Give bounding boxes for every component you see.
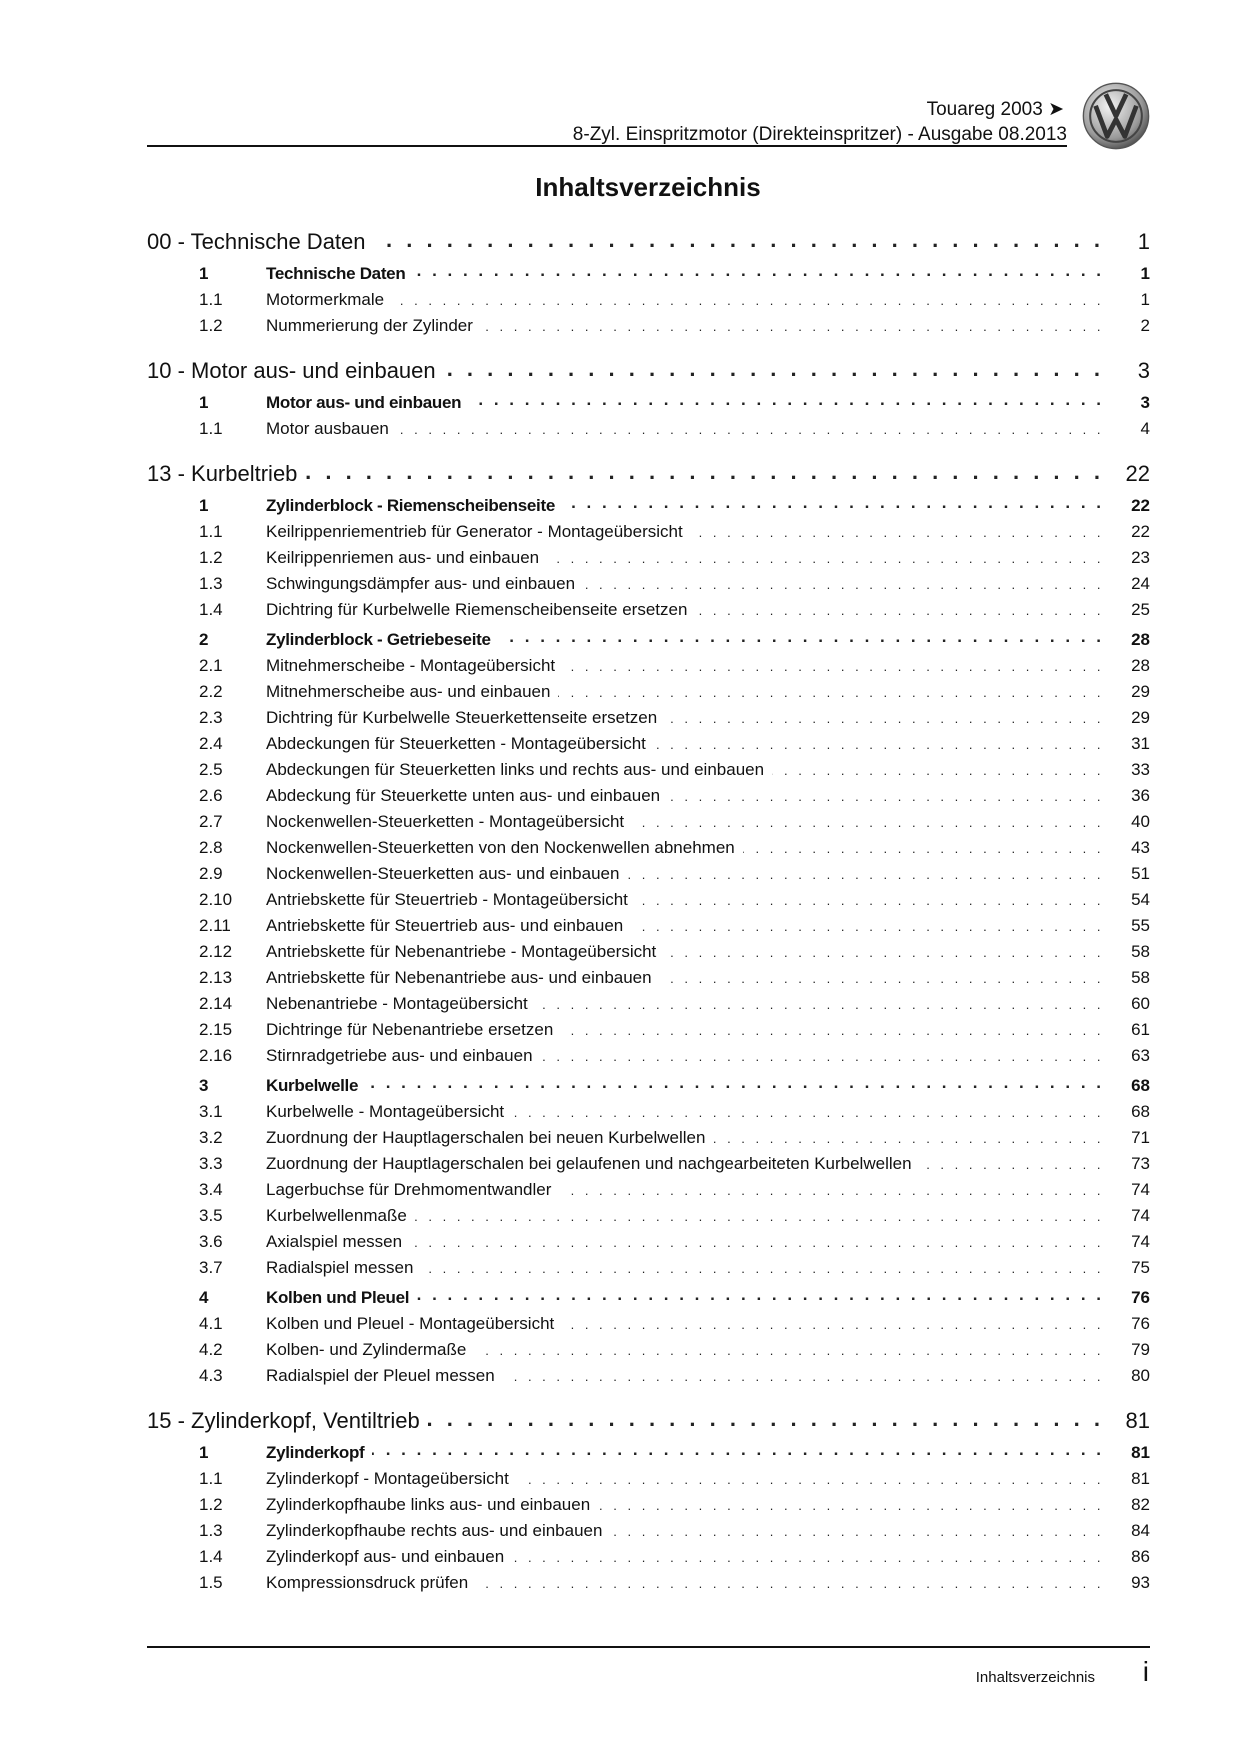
dot-leader [372,1440,1104,1466]
entry-title: Kolben und Pleuel - Montageübersicht [266,1314,555,1333]
dot-leader [512,1099,1104,1125]
entry-number: 3.4 [199,1180,223,1199]
toc-section[interactable] [147,1073,1150,1099]
toc-entry[interactable] [147,545,1150,571]
toc-entry[interactable] [147,1518,1150,1544]
entry-number: 1.1 [199,522,223,541]
dot-leader [563,653,1104,679]
entry-page: 33 [1131,760,1150,779]
entry-number: 1.3 [199,574,223,593]
toc-entry[interactable] [147,1492,1150,1518]
entry-title: Nockenwellen-Steuerketten aus- und einbauen [266,864,620,883]
entry-title: Antriebskette für Steuertrieb - Montageübersicht [266,890,628,909]
entry-page: 71 [1131,1128,1150,1147]
entry-number: 3.3 [199,1154,223,1173]
dot-leader [417,1285,1104,1311]
entry-title: Technische Daten [266,264,406,283]
toc-chapter[interactable] [147,459,1150,489]
entry-title: Kolben- und Zylindermaße [266,1340,467,1359]
entry-title: Zylinderkopf [266,1443,365,1462]
toc-entry[interactable] [147,1177,1150,1203]
toc-entry[interactable] [147,835,1150,861]
chapter-title: 13 - Kurbeltrieb [147,461,298,486]
entry-page: 79 [1131,1340,1150,1359]
entry-number: 1.2 [199,316,223,335]
dot-leader [772,757,1104,783]
toc-section[interactable] [147,627,1150,653]
toc-entry[interactable] [147,1229,1150,1255]
entry-title: Zylinderkopfhaube links aus- und einbauen [266,1495,591,1514]
entry-number: 2.4 [199,734,223,753]
toc-entry[interactable] [147,416,1150,442]
entry-title: Radialspiel der Pleuel messen [266,1366,495,1385]
toc-entry[interactable] [147,965,1150,991]
entry-title: Antriebskette für Steuertrieb aus- und einbauen [266,916,624,935]
entry-number: 4.2 [199,1340,223,1359]
entry-page: 28 [1131,630,1150,649]
toc-entry[interactable] [147,913,1150,939]
entry-page: 23 [1131,548,1150,567]
entry-title: Stirnradgetriebe aus- und einbauen [266,1046,533,1065]
entry-page: 60 [1131,994,1150,1013]
entry-title: Zylinderkopfhaube rechts aus- und einbauen [266,1521,603,1540]
toc-entry[interactable] [147,887,1150,913]
entry-title: Nebenantriebe - Montageübersicht [266,994,528,1013]
dot-leader [664,939,1104,965]
dot-leader [469,390,1104,416]
dot-leader [920,1151,1104,1177]
toc-entry[interactable] [147,519,1150,545]
entry-page: 81 [1131,1469,1150,1488]
entry-page: 76 [1131,1288,1150,1307]
entry-number: 2.9 [199,864,223,883]
entry-title: Keilrippenriementrieb für Generator - Montageübersicht [266,522,683,541]
chapter-title: 00 - Technische Daten [147,229,366,254]
entry-page: 25 [1131,600,1150,619]
entry-number: 1.1 [199,290,223,309]
toc-entry[interactable] [147,1125,1150,1151]
entry-number: 2.7 [199,812,223,831]
chapter-page: 22 [1125,461,1150,486]
dot-leader [305,459,1104,489]
dot-leader [668,783,1104,809]
entry-page: 86 [1131,1547,1150,1566]
entry-title: Motor aus- und einbauen [266,393,462,412]
entry-number: 2.6 [199,786,223,805]
entry-number: 2.15 [199,1020,233,1039]
dot-leader [481,313,1104,339]
entry-page: 84 [1131,1521,1150,1540]
entry-page: 74 [1131,1206,1150,1225]
toc-entry[interactable] [147,809,1150,835]
entry-title: Abdeckung für Steuerkette unten aus- und einbauen [266,786,661,805]
entry-number: 2 [199,630,209,649]
entry-title: Dichtring für Kurbelwelle Riemenscheibenseite ersetzen [266,600,688,619]
toc-entry[interactable] [147,1363,1150,1389]
dot-leader [665,705,1104,731]
entry-number: 2.11 [199,916,231,935]
entry-number: 4.1 [199,1314,223,1333]
entry-title: Zuordnung der Hauptlagerschalen bei gelaufenen und nachgearbeiteten Kurbelwellen [266,1154,912,1173]
entry-number: 2.8 [199,838,223,857]
dot-leader [743,835,1104,861]
dot-leader [499,627,1104,653]
header-subtitle: 8-Zyl. Einspritzmotor (Direkteinspritzer) - Ausgabe 08.2013 [572,124,1067,145]
entry-number: 2.14 [199,994,233,1013]
dot-leader [627,861,1104,887]
toc-section[interactable] [147,493,1150,519]
entry-page: 29 [1131,708,1150,727]
entry-number: 3.5 [199,1206,223,1225]
entry-number: 1.4 [199,600,223,619]
toc-entry[interactable] [147,939,1150,965]
dot-leader [444,356,1104,386]
toc-entry[interactable] [147,597,1150,623]
toc-entry[interactable] [147,1466,1150,1492]
dot-leader [517,1466,1104,1492]
entry-title: Zylinderkopf - Montageübersicht [266,1469,509,1488]
chapter-title: 15 - Zylinderkopf, Ventiltrieb [147,1408,420,1433]
entry-number: 2.3 [199,708,223,727]
page-title: Inhaltsverzeichnis [535,172,761,202]
toc-entry[interactable] [147,991,1150,1017]
toc-entry[interactable] [147,861,1150,887]
entry-number: 3 [199,1076,209,1095]
entry-page: 74 [1131,1180,1150,1199]
toc-entry[interactable] [147,1337,1150,1363]
entry-page: 75 [1131,1258,1150,1277]
entry-title: Schwingungsdämpfer aus- und einbauen [266,574,576,593]
entry-page: 29 [1131,682,1150,701]
entry-title: Nummerierung der Zylinder [266,316,473,335]
entry-title: Keilrippenriemen aus- und einbauen [266,548,540,567]
dot-leader [562,1311,1104,1337]
toc-entry[interactable] [147,731,1150,757]
dot-leader [397,416,1104,442]
entry-page: 54 [1131,890,1150,909]
entry-title: Zylinderkopf aus- und einbauen [266,1547,505,1566]
entry-number: 1.1 [199,1469,223,1488]
dot-leader [512,1544,1104,1570]
dot-leader [541,1043,1104,1069]
dot-leader [392,287,1104,313]
dot-leader [428,1406,1104,1436]
entry-title: Abdeckungen für Steuerketten links und rechts aus- und einbauen [266,760,765,779]
dot-leader [691,519,1104,545]
entry-page: 24 [1131,574,1150,593]
toc-section[interactable] [147,390,1150,416]
entry-page: 22 [1131,522,1150,541]
entry-page: 22 [1131,496,1150,515]
toc-entry[interactable] [147,1570,1150,1596]
entry-page: 76 [1131,1314,1150,1333]
entry-title: Zuordnung der Hauptlagerschalen bei neuen Kurbelwellen [266,1128,706,1147]
toc-section[interactable] [147,261,1150,287]
dot-leader [654,731,1104,757]
entry-number: 4 [199,1288,209,1307]
dot-leader [631,913,1104,939]
chapter-title: 10 - Motor aus- und einbauen [147,358,436,383]
entry-page: 93 [1131,1573,1150,1592]
entry-title: Radialspiel messen [266,1258,414,1277]
toc-entry[interactable] [147,287,1150,313]
dot-leader [410,1229,1104,1255]
dot-leader [583,571,1104,597]
entry-title: Zylinderblock - Getriebeseite [266,630,491,649]
entry-title: Kompressionsdruck prüfen [266,1573,469,1592]
entry-title: Antriebskette für Nebenantriebe aus- und einbauen [266,968,652,987]
dot-leader [598,1492,1104,1518]
entry-number: 3.2 [199,1128,223,1147]
toc-entry[interactable] [147,1311,1150,1337]
dot-leader [421,1255,1104,1281]
entry-page: 61 [1131,1020,1150,1039]
footer-page-number: i [1142,1656,1149,1687]
entry-page: 55 [1131,916,1150,935]
entry-title: Zylinderblock - Riemenscheibenseite [266,496,555,515]
dot-leader [503,1363,1104,1389]
entry-number: 2.16 [199,1046,233,1065]
table-of-contents [147,227,1150,1596]
header-rule [147,145,1067,147]
chapter-page: 81 [1125,1408,1150,1433]
entry-number: 3.1 [199,1102,223,1121]
entry-title: Kurbelwelle [266,1076,359,1095]
entry-title: Nockenwellen-Steuerketten von den Nockenwellen abnehmen [266,838,735,857]
entry-title: Dichtringe für Nebenantriebe ersetzen [266,1020,554,1039]
entry-page: 4 [1140,419,1150,438]
footer-label: Inhaltsverzeichnis [975,1669,1095,1686]
vw-logo-icon [1082,82,1150,150]
entry-title: Kurbelwellenmaße [266,1206,407,1225]
toc-chapter[interactable] [147,1406,1150,1436]
entry-number: 1.5 [199,1573,223,1592]
dot-leader [366,1073,1104,1099]
entry-page: 36 [1131,786,1150,805]
entry-number: 2.13 [199,968,233,987]
toc-entry[interactable] [147,1099,1150,1125]
entry-page: 2 [1140,316,1150,335]
dot-leader [374,227,1104,257]
dot-leader [563,493,1104,519]
entry-page: 81 [1131,1443,1150,1462]
entry-page: 1 [1140,264,1150,283]
chapter-page: 3 [1137,358,1150,383]
entry-number: 2.12 [199,942,233,961]
dot-leader [536,991,1104,1017]
entry-number: 3.7 [199,1258,223,1277]
entry-page: 68 [1131,1102,1150,1121]
entry-title: Nockenwellen-Steuerketten - Montageübersicht [266,812,625,831]
entry-number: 2.5 [199,760,223,779]
entry-number: 2.1 [199,656,223,675]
entry-number: 2.2 [199,682,223,701]
entry-page: 28 [1131,656,1150,675]
entry-number: 1.2 [199,1495,223,1514]
dot-leader [415,1203,1104,1229]
entry-page: 68 [1131,1076,1150,1095]
toc-chapter[interactable] [147,227,1150,257]
entry-title: Kurbelwelle - Montageübersicht [266,1102,505,1121]
dot-leader [561,1017,1104,1043]
dot-leader [610,1518,1104,1544]
entry-number: 1.3 [199,1521,223,1540]
entry-number: 1 [199,393,209,412]
entry-title: Motormerkmale [266,290,385,309]
toc-entry[interactable] [147,679,1150,705]
entry-title: Lagerbuchse für Drehmomentwandler [266,1180,552,1199]
dot-leader [474,1337,1104,1363]
toc-entry[interactable] [147,1255,1150,1281]
entry-title: Dichtring für Kurbelwelle Steuerkettenseite ersetzen [266,708,658,727]
entry-number: 1 [199,1443,209,1462]
dot-leader [558,679,1104,705]
entry-page: 40 [1131,812,1150,831]
toc-entry[interactable] [147,1017,1150,1043]
entry-number: 1.1 [199,419,223,438]
entry-title: Antriebskette für Nebenantriebe - Montageübersicht [266,942,657,961]
footer-rule [147,1646,1150,1648]
entry-number: 1.2 [199,548,223,567]
toc-chapter[interactable] [147,356,1150,386]
toc-entry[interactable] [147,757,1150,783]
toc-entry[interactable] [147,1043,1150,1069]
dot-leader [476,1570,1104,1596]
entry-title: Kolben und Pleuel [266,1288,410,1307]
entry-number: 3.6 [199,1232,223,1251]
entry-page: 63 [1131,1046,1150,1065]
toc-entry[interactable] [147,313,1150,339]
entry-page: 80 [1131,1366,1150,1385]
entry-title: Mitnehmerscheibe aus- und einbauen [266,682,551,701]
entry-page: 82 [1131,1495,1150,1514]
entry-page: 51 [1131,864,1150,883]
entry-number: 1.4 [199,1547,223,1566]
entry-number: 1 [199,264,209,283]
entry-page: 74 [1131,1232,1150,1251]
dot-leader [713,1125,1104,1151]
dot-leader [632,809,1104,835]
toc-section[interactable] [147,1285,1150,1311]
entry-number: 1 [199,496,209,515]
toc-entry[interactable] [147,1203,1150,1229]
toc-entry[interactable] [147,705,1150,731]
entry-number: 2.10 [199,890,233,909]
toc-entry[interactable] [147,1151,1150,1177]
entry-title: Axialspiel messen [266,1232,403,1251]
entry-title: Abdeckungen für Steuerketten - Montageübersicht [266,734,646,753]
entry-page: 58 [1131,942,1150,961]
toc-entry[interactable] [147,783,1150,809]
chapter-page: 1 [1137,229,1150,254]
entry-number: 4.3 [199,1366,223,1385]
entry-page: 43 [1131,838,1150,857]
dot-leader [636,887,1104,913]
entry-page: 58 [1131,968,1150,987]
entry-title: Mitnehmerscheibe - Montageübersicht [266,656,556,675]
entry-page: 73 [1131,1154,1150,1173]
toc-entry[interactable] [147,653,1150,679]
entry-page: 3 [1140,393,1150,412]
header-model: Touareg 2003 ➤ [926,99,1064,120]
entry-page: 1 [1140,290,1150,309]
dot-leader [413,261,1104,287]
toc-entry[interactable] [147,571,1150,597]
toc-entry[interactable] [147,1544,1150,1570]
dot-leader [547,545,1104,571]
dot-leader [695,597,1104,623]
toc-section[interactable] [147,1440,1150,1466]
dot-leader [660,965,1104,991]
entry-title: Motor ausbauen [266,419,389,438]
dot-leader [559,1177,1104,1203]
entry-page: 31 [1131,734,1150,753]
